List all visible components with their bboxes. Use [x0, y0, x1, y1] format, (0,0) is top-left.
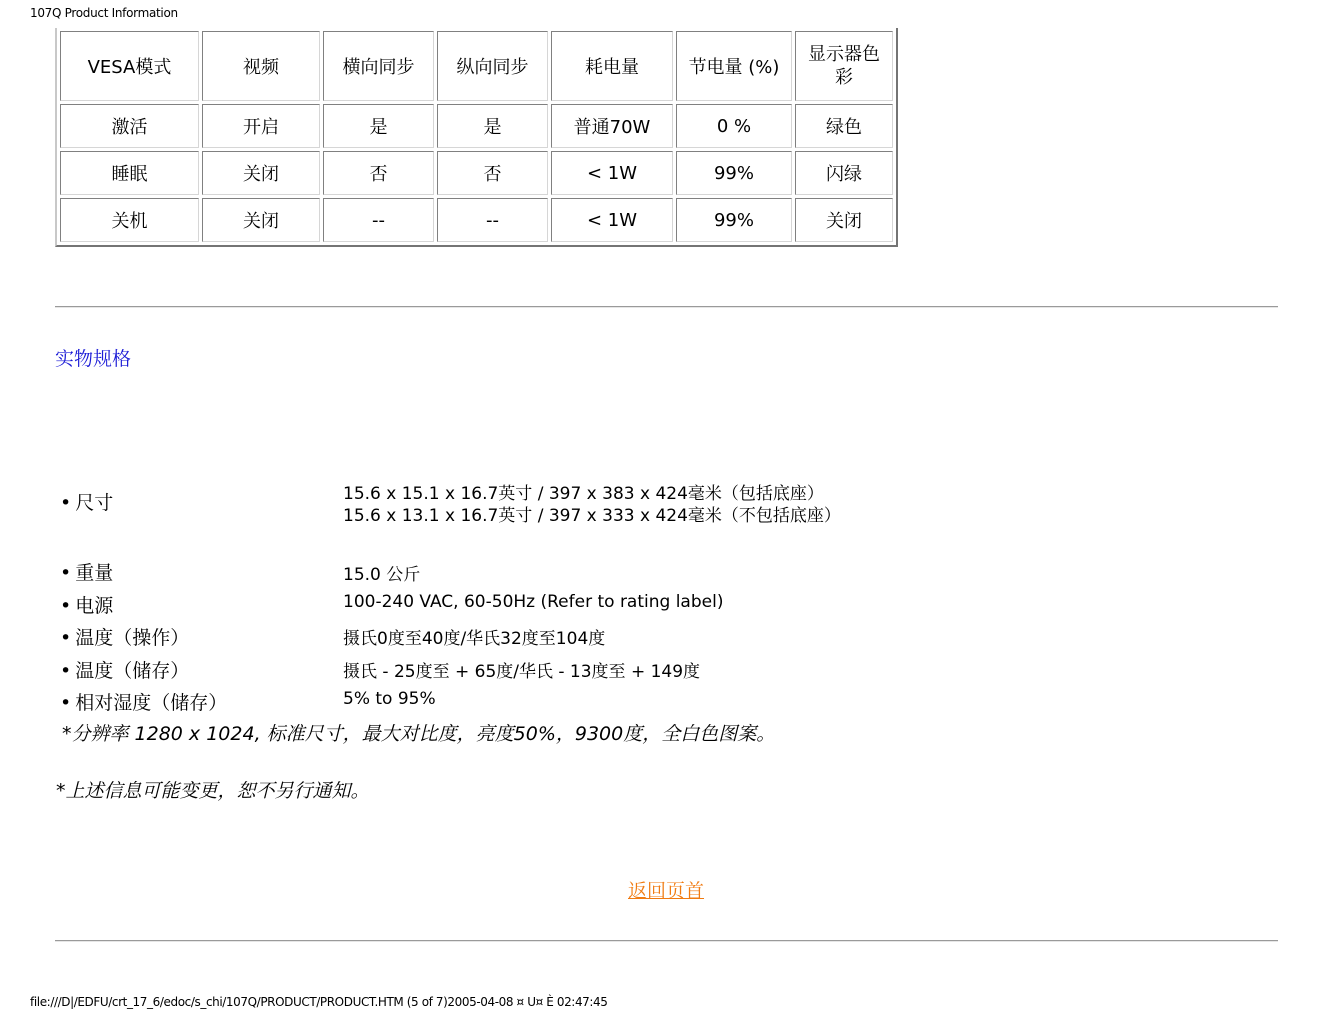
- header-cell-power-use: 耗电量: [551, 31, 673, 101]
- table-cell: 闪绿: [795, 151, 893, 195]
- table-cell: < 1W: [551, 198, 673, 242]
- header-cell-vesa-mode: VESA模式: [60, 31, 199, 101]
- spec-value-dimensions-with-base: 15.6 x 15.1 x 16.7英寸 / 397 x 383 x 424毫米（包括底座）: [343, 484, 824, 504]
- spec-label-temp-operating: • 温度（操作）: [60, 627, 190, 649]
- spec-label-temp-storage: • 温度（储存）: [60, 660, 190, 682]
- table-cell: 99%: [676, 151, 792, 195]
- table-cell: 关机: [60, 198, 199, 242]
- note-disclaimer: *上述信息可能变更，恕不另行通知。: [56, 780, 370, 802]
- table-cell: --: [323, 198, 434, 242]
- bullet: •: [60, 595, 72, 617]
- spec-value-temp-operating: 摄氏0度至40度/华氏32度至104度: [343, 629, 606, 649]
- horizontal-rule: [55, 306, 1278, 308]
- table-cell: 0 %: [676, 104, 792, 148]
- power-management-table: [55, 28, 898, 247]
- header-cell-video: 视频: [202, 31, 320, 101]
- page-footer-path: file:///D|/EDFU/crt_17_6/edoc/s_chi/107Q/PRODUCT/PRODUCT.HTM (5 of 7)2005-04-08 ¤ U¤ È 02:47:45: [30, 995, 608, 1009]
- spec-label-dimensions: • 尺寸: [60, 492, 114, 514]
- table-cell: 激活: [60, 104, 199, 148]
- spec-label-humidity-storage: • 相对湿度（储存）: [60, 692, 228, 714]
- table-header-row: [60, 31, 893, 101]
- spec-value-temp-storage: 摄氏 - 25度至 + 65度/华氏 - 13度至 + 149度: [343, 662, 701, 682]
- table-cell: 睡眠: [60, 151, 199, 195]
- spec-label-power-supply: • 电源: [60, 595, 114, 617]
- table-cell: --: [437, 198, 548, 242]
- header-cell-power-saving: 节电量 (%): [676, 31, 792, 101]
- table-cell: 是: [437, 104, 548, 148]
- spec-label-weight: • 重量: [60, 562, 114, 584]
- horizontal-rule: [55, 940, 1278, 942]
- table-cell: 普通70W: [551, 104, 673, 148]
- bullet: •: [60, 692, 72, 714]
- table-cell: 关闭: [795, 198, 893, 242]
- table-cell: 绿色: [795, 104, 893, 148]
- bullet: •: [60, 492, 72, 514]
- bullet: •: [60, 562, 72, 584]
- table-cell: 关闭: [202, 198, 320, 242]
- table-row: [60, 104, 893, 148]
- section-title-physical-specs[interactable]: 实物规格: [55, 348, 132, 370]
- spec-value-dimensions-without-base: 15.6 x 13.1 x 16.7英寸 / 397 x 333 x 424毫米（不包括底座）: [343, 506, 841, 526]
- spec-value-power-supply: 100-240 VAC, 60-50Hz (Refer to rating label): [343, 592, 724, 612]
- page-header-title: 107Q Product Information: [30, 6, 178, 20]
- table-row: [60, 198, 893, 242]
- header-cell-hsync: 横向同步: [323, 31, 434, 101]
- table-cell: 关闭: [202, 151, 320, 195]
- table-cell: 99%: [676, 198, 792, 242]
- spec-value-humidity-storage: 5% to 95%: [343, 689, 436, 709]
- table-cell: 否: [437, 151, 548, 195]
- spec-value-weight: 15.0 公斤: [343, 565, 421, 585]
- table-cell: 否: [323, 151, 434, 195]
- note-resolution: *分辨率 1280 x 1024, 标准尺寸，最大对比度，亮度50%，9300度，全白色图案。: [62, 723, 776, 745]
- header-cell-led-color: 显示器色彩: [795, 31, 893, 101]
- table-cell: < 1W: [551, 151, 673, 195]
- table-cell: 是: [323, 104, 434, 148]
- header-cell-vsync: 纵向同步: [437, 31, 548, 101]
- bullet: •: [60, 660, 72, 682]
- bullet: •: [60, 627, 72, 649]
- table-cell: 开启: [202, 104, 320, 148]
- back-to-top-link[interactable]: 返回页首: [628, 880, 705, 902]
- table-row: [60, 151, 893, 195]
